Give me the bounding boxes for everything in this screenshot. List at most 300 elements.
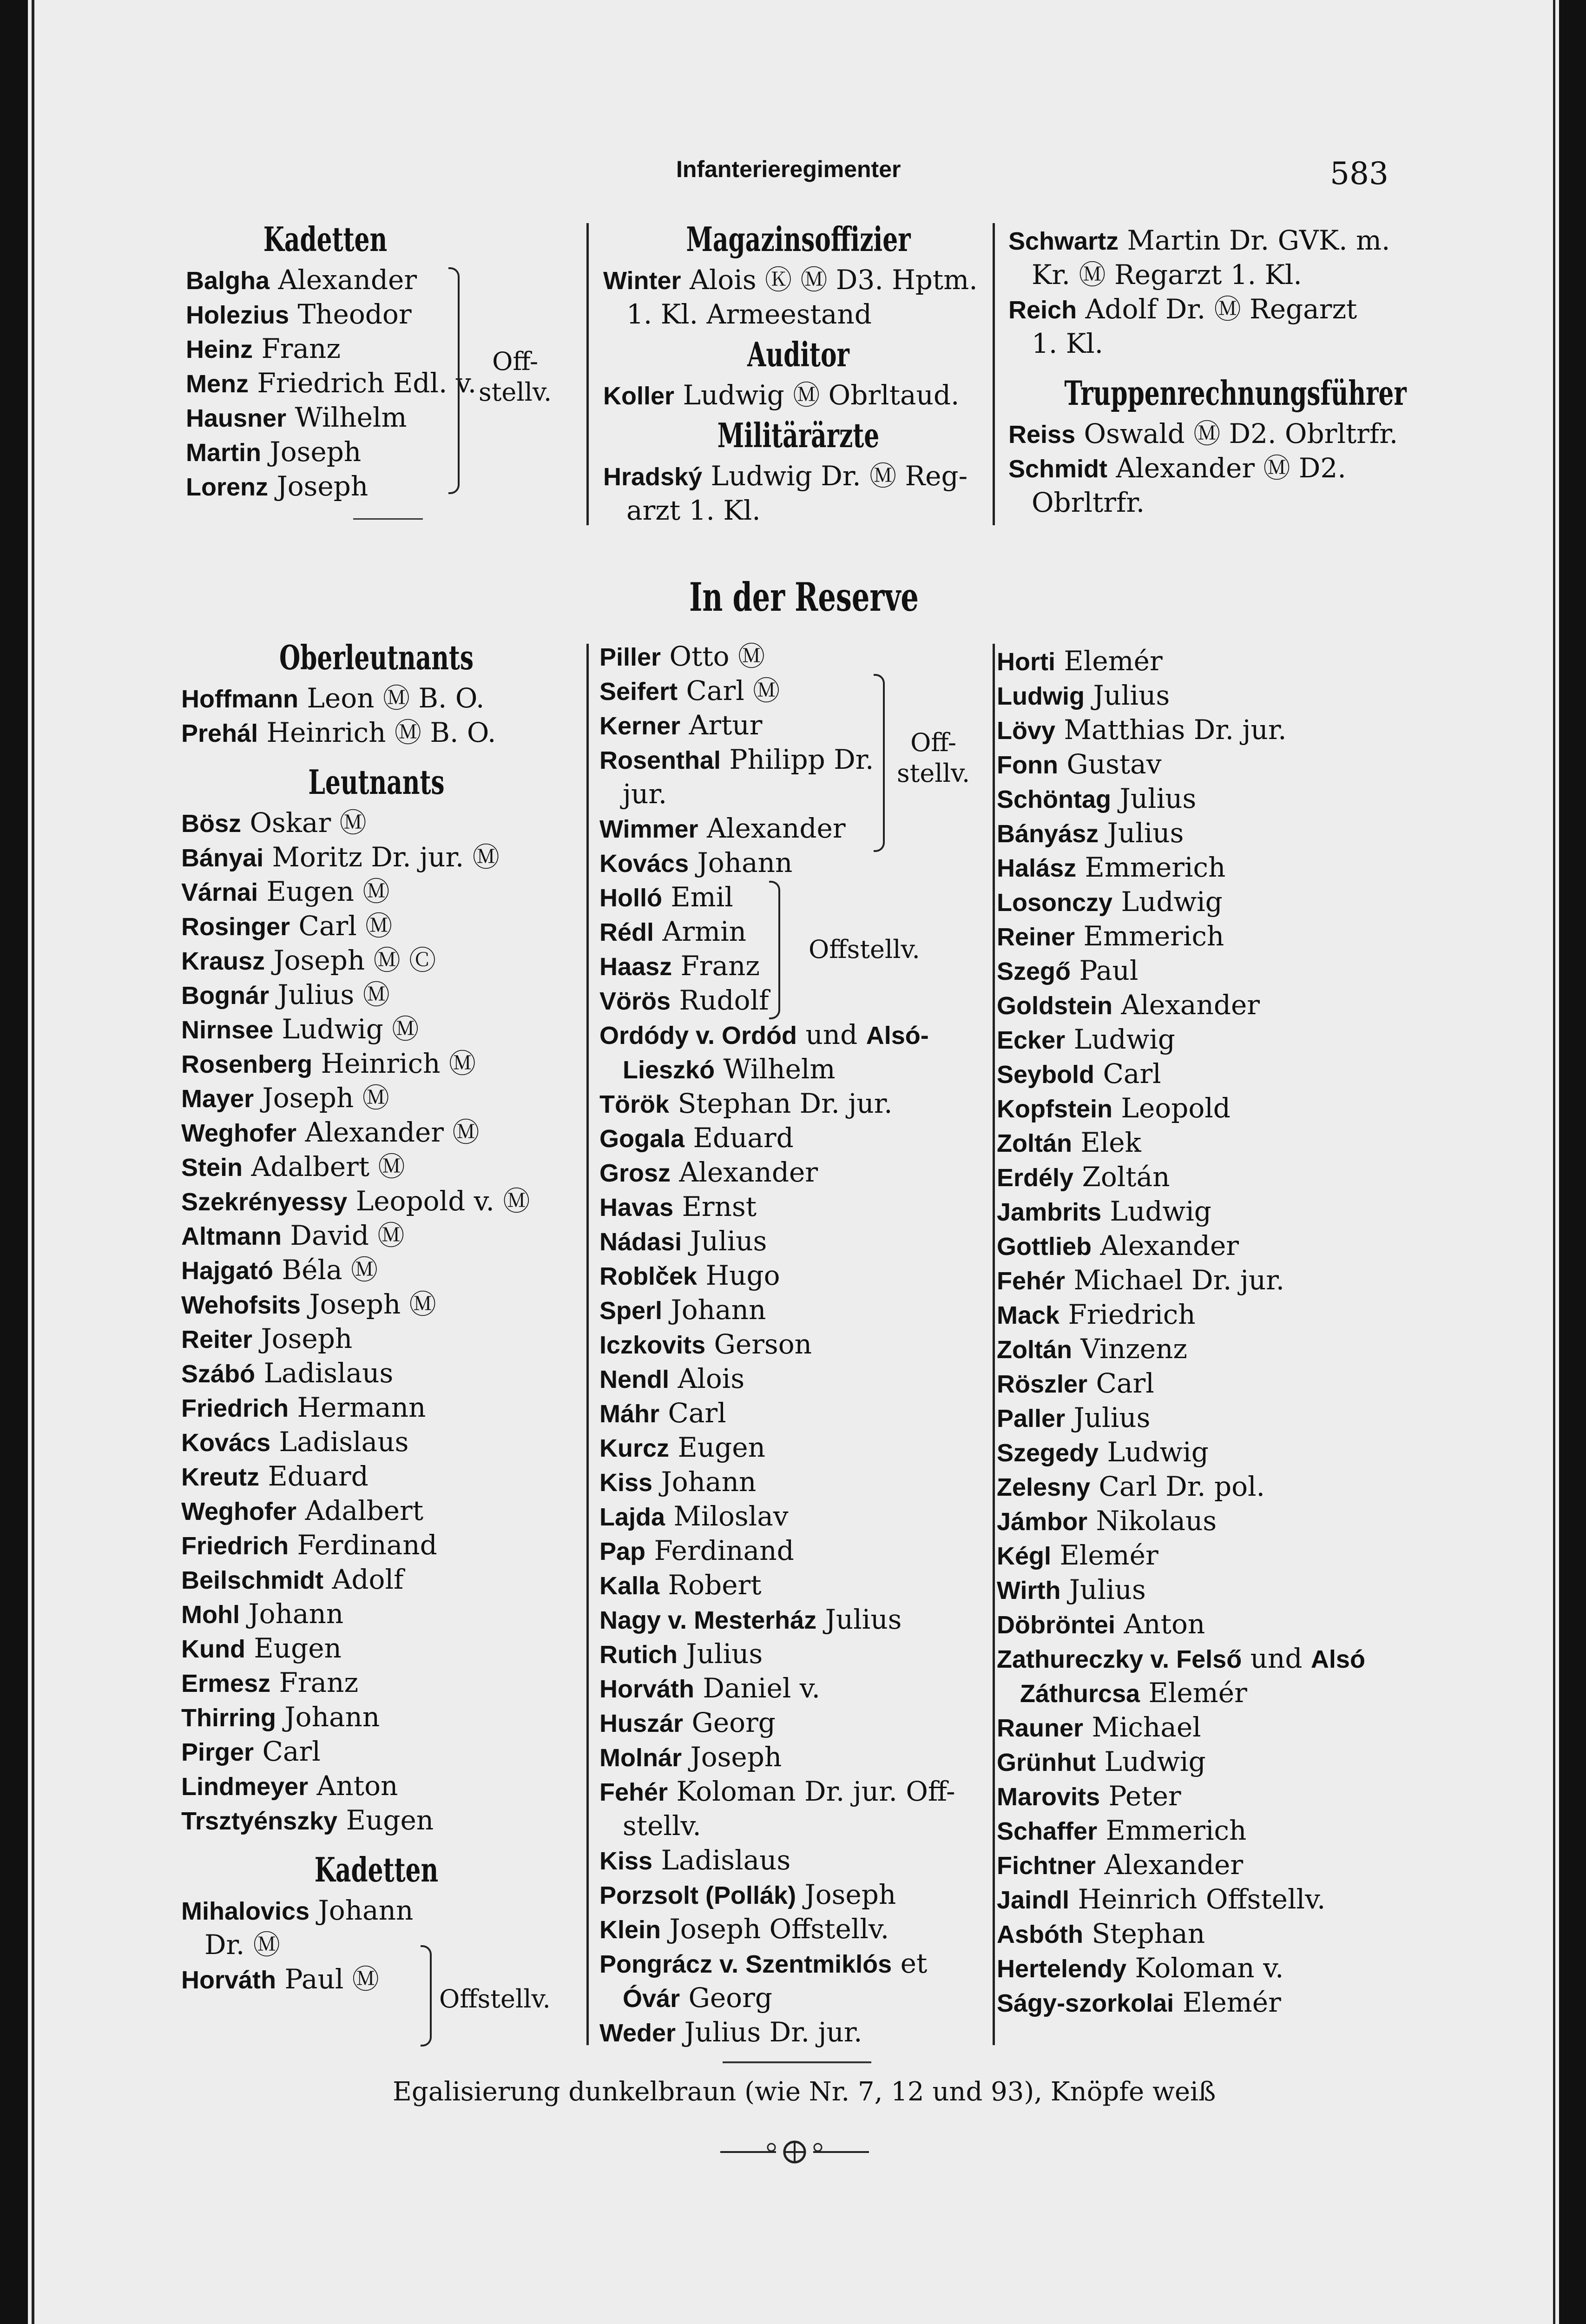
truppen-list: [1008, 416, 1408, 520]
list-item: [599, 1946, 990, 1981]
list-item: [997, 1125, 1424, 1160]
list-item: Koller Ludwig Ⓜ Obrltaud.: [603, 379, 960, 411]
surname: Weghofer: [181, 1498, 297, 1525]
surname: Asbóth: [997, 1921, 1083, 1948]
given-name: Emmerich: [1097, 1815, 1247, 1846]
given-name: Alexander: [1091, 1230, 1239, 1261]
given-name: Stephan: [1083, 1918, 1205, 1949]
surname: Seifert: [599, 678, 678, 706]
list-item: [599, 1533, 990, 1568]
given-name: Peter: [1100, 1780, 1181, 1812]
given-name: Joseph Ⓜ: [301, 1288, 436, 1320]
surname: Friedrich: [181, 1532, 289, 1560]
surname: Stein: [181, 1154, 243, 1182]
list-item: [599, 1361, 990, 1396]
list-item: [997, 885, 1424, 919]
list-item: [599, 811, 990, 845]
given-name: Ladislaus: [255, 1357, 394, 1389]
surname: Roblček: [599, 1262, 698, 1290]
given-name: Julius Dr. jur.: [676, 2016, 862, 2048]
surname: Nendl: [599, 1366, 670, 1393]
surname: Reiss: [1008, 421, 1076, 449]
given-name: Gerson: [705, 1328, 812, 1360]
surname: Martin: [186, 439, 261, 467]
brace-label: Offstellv.: [439, 1984, 551, 2014]
surname: Mack: [997, 1301, 1060, 1329]
surname: Reiter: [181, 1326, 253, 1353]
given-name: Julius: [678, 1638, 763, 1670]
given-name: Johann: [689, 847, 793, 878]
section-heading-truppenrechnungsfuehrer: Truppenrechnungsführer: [1064, 373, 1407, 413]
list-item: [997, 816, 1424, 850]
list-item: Winter Alois Ⓚ Ⓜ D3. Hptm.: [603, 264, 978, 296]
surname: Máhr: [599, 1400, 660, 1428]
surname: Ordódy v. Ordód: [599, 1022, 797, 1050]
given-name: Emmerich: [1075, 920, 1224, 952]
list-item-continuation: jur.: [623, 778, 667, 810]
given-name: Eugen: [337, 1804, 434, 1836]
surname: Lorenz: [186, 473, 269, 501]
given-name: Ludwig: [1101, 1195, 1211, 1227]
surname: Hajgató: [181, 1257, 274, 1285]
given-name: Carl: [659, 1397, 726, 1429]
given-name: Elemér: [1051, 1539, 1158, 1571]
list-item: [997, 1572, 1424, 1607]
list-item-continuation: 1. Kl. Armeestand: [626, 298, 872, 330]
given-name: Matthias Dr. jur.: [1055, 714, 1287, 746]
surname: Kerner: [599, 712, 681, 740]
surname: Havas: [599, 1194, 674, 1221]
scan-border-left: [0, 0, 28, 2324]
surname: Lövy: [997, 717, 1056, 745]
surname: Friedrich: [181, 1394, 289, 1422]
list-item: [997, 1744, 1424, 1779]
surname: Holló: [599, 884, 662, 912]
given-name: Franz: [270, 1667, 359, 1698]
list-item: [181, 1321, 599, 1356]
surname: Hertelendy: [997, 1955, 1127, 1983]
given-name: Johann: [239, 1598, 344, 1630]
list-item: [997, 988, 1424, 1022]
given-name: Johann: [662, 1294, 766, 1326]
given-name: Carl: [1087, 1367, 1154, 1399]
surname: Zelesny: [997, 1473, 1091, 1501]
given-name: Friedrich: [1060, 1299, 1196, 1330]
brace: [874, 674, 885, 852]
surname: Kreutz: [181, 1463, 260, 1491]
list-item: [997, 1297, 1424, 1332]
surname: Schaffer: [997, 1817, 1098, 1845]
given-name: et: [892, 1948, 928, 1979]
section-heading-auditor: Auditor: [747, 335, 849, 374]
list-item: [181, 1459, 599, 1493]
given-name: Heinrich Offstellv.: [1069, 1883, 1326, 1915]
surname: Alsó-: [866, 1022, 929, 1050]
list-item: [997, 1710, 1424, 1744]
given-name: Joseph: [796, 1879, 896, 1910]
given-name: Artur: [680, 709, 763, 741]
surname: Lajda: [599, 1503, 665, 1531]
surname: Beilschmidt: [181, 1566, 324, 1594]
list-item: [181, 977, 599, 1012]
surname: Jaindl: [997, 1886, 1070, 1914]
given-name: Carl Dr. pol.: [1090, 1471, 1265, 1502]
surname: Zoltán: [997, 1129, 1072, 1157]
list-item: [1008, 292, 1408, 326]
given-name: Joseph Ⓜ: [254, 1082, 389, 1114]
brace-label: Offstellv.: [809, 935, 920, 964]
list-item: [599, 1637, 990, 1671]
given-name: Eduard: [684, 1122, 794, 1154]
given-name: Johann: [652, 1466, 757, 1498]
surname: Rosinger: [181, 913, 290, 941]
surname: Szekrényessy: [181, 1188, 348, 1216]
surname: Jámbor: [997, 1508, 1088, 1536]
surname: Huszár: [599, 1710, 684, 1737]
surname: Lieszkó: [623, 1056, 715, 1084]
list-item: [997, 1504, 1424, 1538]
scan-border-right: [1559, 0, 1586, 2324]
given-name: Nikolaus: [1087, 1505, 1217, 1537]
surname: Bognár: [181, 982, 269, 1010]
given-name: Ludwig Ⓜ: [273, 1013, 419, 1045]
list-item: [599, 1671, 990, 1705]
surname: Klein: [599, 1916, 661, 1944]
list-item: [181, 1562, 599, 1597]
list-item: [599, 1121, 990, 1155]
surname: Fehér: [997, 1267, 1066, 1295]
reserve-list-right: [997, 644, 1424, 2020]
list-item: [997, 1676, 1424, 1710]
surname: Schwartz: [1008, 227, 1119, 255]
column-divider: [993, 644, 995, 2045]
given-name: Oswald Ⓜ D2. Obrltrfr.: [1075, 418, 1398, 449]
oberleutnants-list: [181, 681, 599, 750]
list-item: [181, 1665, 599, 1700]
given-name: Alois: [669, 1363, 745, 1394]
scan-border-right-inner: [1553, 0, 1555, 2324]
surname: Reiner: [997, 923, 1075, 951]
surname: Kovács: [181, 1429, 271, 1457]
surname: Kégl: [997, 1542, 1052, 1570]
given-name: Michael: [1083, 1711, 1201, 1743]
list-item: [599, 673, 990, 708]
list-item: [181, 1218, 599, 1253]
list-item: Hradský Ludwig Dr. Ⓜ Reg-: [603, 460, 968, 492]
brace: [448, 267, 460, 494]
given-name: Hermann: [289, 1392, 426, 1423]
surname: Kund: [181, 1635, 245, 1663]
surname: Kalla: [599, 1572, 660, 1600]
given-name: Armin: [654, 916, 746, 947]
list-item: [997, 1263, 1424, 1297]
surname: Prehál: [181, 720, 258, 747]
list-item: [599, 1017, 990, 1052]
surname: Zoltán: [997, 1336, 1072, 1364]
surname: Fonn: [997, 751, 1058, 779]
brace-label: Off- stellv.: [479, 347, 552, 407]
list-item: [599, 949, 990, 983]
given-name: Julius: [1099, 817, 1184, 849]
leutnants-list: [181, 805, 599, 1837]
list-item: [599, 1327, 990, 1361]
list-item: [181, 1631, 599, 1665]
surname: Thirring: [181, 1704, 276, 1732]
list-item: [997, 1813, 1424, 1848]
list-item: [599, 1224, 990, 1258]
list-item: [181, 1081, 599, 1115]
list-item: [181, 715, 599, 750]
list-item: [186, 297, 567, 331]
list-item: [997, 678, 1424, 713]
list-item-continuation: arzt 1. Kl.: [626, 495, 761, 526]
section-heading-kadetten-2: Kadetten: [314, 1850, 439, 1889]
surname: Holezius: [186, 301, 290, 329]
list-item: [997, 644, 1424, 678]
given-name: Philipp Dr.: [721, 744, 874, 775]
list-item: [181, 1425, 599, 1459]
list-item: [997, 1022, 1424, 1056]
list-item-continuation: stellv.: [623, 1810, 701, 1842]
surname: Pap: [599, 1538, 646, 1565]
list-item: [997, 1641, 1424, 1676]
list-item: [599, 639, 990, 673]
surname: Horti: [997, 648, 1055, 676]
surname: Fehér: [599, 1778, 668, 1806]
given-name: Heinrich Ⓜ B. O.: [258, 717, 496, 748]
given-name: Carl Ⓜ: [290, 910, 393, 942]
given-name: Moritz Dr. jur. Ⓜ: [263, 841, 500, 873]
surname: Döbröntei: [997, 1611, 1115, 1639]
surname: Kurcz: [599, 1434, 670, 1462]
surname: Ermesz: [181, 1670, 271, 1697]
given-name: Adalbert: [296, 1495, 424, 1526]
list-item: [997, 1400, 1424, 1435]
given-name: Oskar Ⓜ: [241, 807, 367, 838]
surname: Molnár: [599, 1744, 682, 1772]
list-item: [997, 1607, 1424, 1641]
list-item: [599, 1499, 990, 1533]
given-name: Joseph: [268, 470, 369, 502]
list-item: [599, 1568, 990, 1602]
section-heading-kadetten: Kadetten: [263, 219, 388, 259]
surname: Mayer: [181, 1085, 254, 1113]
given-name: Ernst: [673, 1191, 757, 1222]
surname: Balgha: [186, 267, 270, 295]
list-item: [599, 1981, 990, 2015]
given-name: Martin Dr. GVK. m.: [1119, 224, 1390, 256]
given-name: Miloslav: [665, 1500, 789, 1532]
surname: Iczkovits: [599, 1331, 706, 1359]
list-item: [181, 1390, 599, 1425]
surname: Alsó: [1310, 1645, 1365, 1673]
given-name: Daniel v.: [694, 1672, 821, 1704]
list-item: [181, 840, 599, 874]
surname: Rauner: [997, 1714, 1084, 1742]
running-header: Infanterieregimenter: [676, 156, 901, 182]
list-item: [599, 1602, 990, 1637]
given-name: Ludwig: [1065, 1023, 1175, 1055]
surname: Gottlieb: [997, 1233, 1092, 1261]
given-name: Elemér: [1174, 1987, 1281, 2018]
list-item: [997, 1435, 1424, 1469]
surname: Horváth: [599, 1675, 695, 1703]
surname: Hoffmann: [181, 685, 298, 713]
given-name: Julius: [1060, 1574, 1146, 1605]
given-name: Ludwig: [1095, 1746, 1206, 1777]
list-item: [181, 1700, 599, 1734]
column-right-top: [1008, 223, 1408, 520]
given-name: Anton: [1115, 1608, 1205, 1640]
list-item: [599, 983, 990, 1017]
given-name: Elemér: [1055, 645, 1163, 677]
list-item: [181, 681, 599, 715]
list-item: [181, 1528, 599, 1562]
list-item: [599, 880, 990, 914]
given-name: Ludwig: [1099, 1436, 1209, 1468]
divider: [353, 518, 423, 520]
given-name: Alexander: [671, 1156, 818, 1188]
given-name: Alexander: [1112, 989, 1260, 1021]
list-item: [599, 1877, 990, 1912]
list-item: [997, 850, 1424, 885]
list-item: [599, 1465, 990, 1499]
surname: Kopfstein: [997, 1095, 1112, 1123]
surname: Porzsolt (Pollák): [599, 1882, 796, 1909]
given-name: Julius: [1111, 783, 1197, 814]
surname: Rosenberg: [181, 1050, 313, 1078]
given-name: Eduard: [259, 1460, 369, 1492]
physicians-list: [1008, 223, 1408, 361]
surname: Wirth: [997, 1577, 1061, 1604]
given-name: Wilhelm: [286, 402, 407, 433]
given-name: Anton: [308, 1770, 398, 1802]
given-name: Leopold: [1112, 1092, 1231, 1124]
surname: Haasz: [599, 953, 672, 981]
surname: Óvár: [623, 1985, 680, 2013]
list-item: [997, 1538, 1424, 1572]
surname: Nirnsee: [181, 1016, 274, 1044]
given-name: Paul: [1071, 955, 1138, 986]
surname: Bányász: [997, 820, 1099, 848]
list-item: [181, 1597, 599, 1631]
surname: Jambrits: [997, 1198, 1102, 1226]
list-item: [997, 1951, 1424, 1985]
given-name: Rudolf: [671, 984, 769, 1016]
surname: Bányai: [181, 844, 264, 872]
list-item: [997, 747, 1424, 781]
section-heading-reserve: In der Reserve: [689, 574, 919, 620]
given-name: Elek: [1072, 1127, 1141, 1158]
given-name: Eugen: [669, 1432, 765, 1463]
given-name: Vinzenz: [1072, 1333, 1187, 1365]
surname: Mohl: [181, 1601, 240, 1629]
list-item: [181, 1253, 599, 1287]
given-name: Joseph Ⓜ Ⓒ: [265, 944, 436, 976]
list-item: [997, 1779, 1424, 1813]
given-name: Carl Ⓜ: [678, 675, 780, 706]
list-item: [997, 713, 1424, 747]
reserve-column-right: [997, 644, 1424, 2020]
list-item: [997, 1056, 1424, 1091]
given-name: Joseph: [252, 1323, 353, 1354]
list-item: [599, 1705, 990, 1740]
surname: Gogala: [599, 1125, 685, 1153]
list-item: [181, 1769, 599, 1803]
given-name: Eugen Ⓜ: [258, 876, 390, 907]
given-name: Ferdinand: [289, 1529, 437, 1561]
column-divider: [993, 223, 995, 525]
given-name: Ladislaus: [652, 1844, 791, 1876]
given-name: Otto Ⓜ: [661, 640, 765, 672]
section-heading-oberleutnants: Oberleutnants: [279, 638, 474, 677]
surname: Lindmeyer: [181, 1773, 309, 1801]
surname: Altmann: [181, 1222, 282, 1250]
list-item: [181, 1803, 599, 1837]
given-name: und: [797, 1019, 866, 1050]
surname: Seybold: [997, 1061, 1095, 1089]
surname: Röszler: [997, 1370, 1088, 1398]
brace: [769, 881, 780, 1019]
list-item: [181, 1012, 599, 1046]
column-divider: [586, 223, 589, 525]
list-item: [599, 845, 990, 880]
given-name: Emil: [662, 881, 733, 913]
list-item: [599, 1052, 990, 1086]
given-name: Eugen: [245, 1632, 342, 1664]
footer-note: Egalisierung dunkelbraun (wie Nr. 7, 12 und 93), Knöpfe weiß: [393, 2077, 1216, 2107]
surname: Záthurcsa: [1020, 1680, 1140, 1708]
given-name: Michael Dr. jur.: [1065, 1264, 1285, 1296]
given-name: Ladislaus: [270, 1426, 409, 1458]
list-item: [181, 1184, 599, 1218]
surname: Rosenthal: [599, 746, 721, 774]
given-name: Zoltán: [1073, 1161, 1170, 1193]
surname: Kiss: [599, 1847, 653, 1875]
list-item: [1008, 451, 1408, 485]
list-item: [599, 1912, 990, 1946]
scan-border-left-inner: [32, 0, 34, 2324]
given-name: Adolf Dr. Ⓜ Regarzt: [1077, 293, 1357, 325]
list-item: [997, 953, 1424, 988]
list-item: [997, 1916, 1424, 1951]
given-name: Koloman v.: [1126, 1952, 1284, 1984]
surname: Paller: [997, 1405, 1066, 1433]
surname: Bösz: [181, 810, 242, 838]
list-item: [599, 1189, 990, 1224]
given-name: Julius: [1084, 680, 1170, 711]
surname: Pongrácz v. Szentmiklós: [599, 1950, 892, 1978]
surname: Trsztyénszky: [181, 1807, 338, 1835]
list-item-continuation: Obrltrfr.: [1032, 487, 1145, 518]
surname: Török: [599, 1090, 670, 1118]
list-item: [997, 781, 1424, 816]
list-item: [186, 469, 567, 503]
surname: Heinz: [186, 336, 253, 363]
list-item: [599, 2015, 990, 2049]
list-item: [997, 1848, 1424, 1882]
section-heading-leutnants: Leutnants: [308, 762, 445, 802]
surname: Grünhut: [997, 1749, 1096, 1776]
given-name: Béla Ⓜ: [273, 1254, 378, 1286]
section-heading-militaeraerzte: Militärärzte: [717, 416, 880, 455]
given-name: Johann: [276, 1701, 380, 1733]
surname: Szegő: [997, 957, 1071, 985]
list-item: [997, 1469, 1424, 1504]
reserve-column-middle: [599, 639, 990, 2049]
given-name: David Ⓜ: [282, 1220, 405, 1251]
given-name: Julius: [1065, 1402, 1151, 1433]
